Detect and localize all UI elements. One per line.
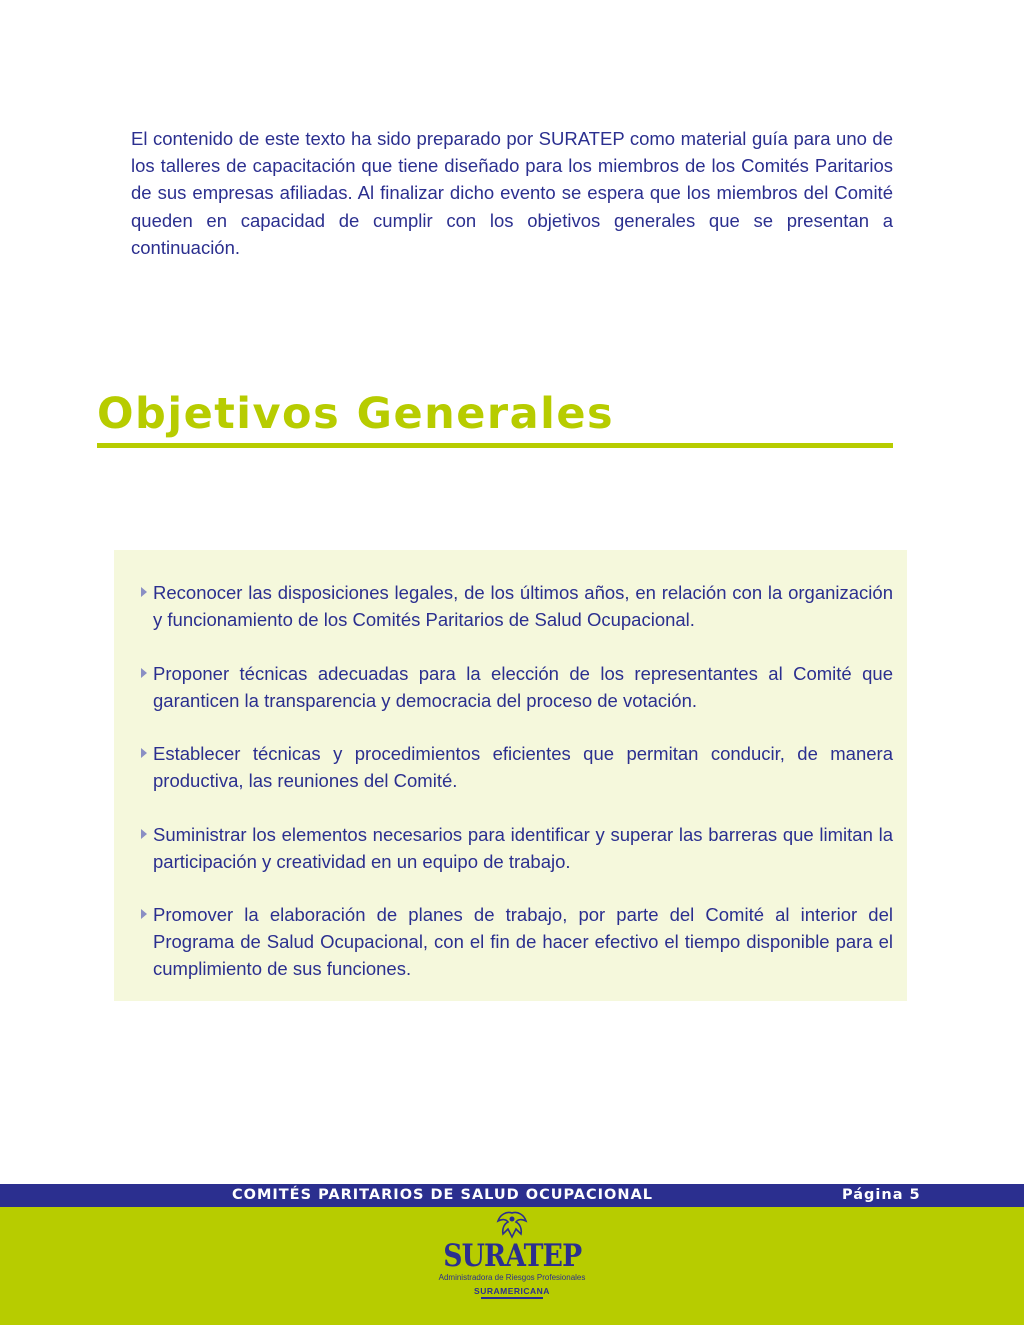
objective-text: Establecer técnicas y procedimientos eficientes que permitan conducir, de manera productiva, las reuniones del Comité. xyxy=(153,743,893,791)
page-number: Página 5 xyxy=(842,1187,921,1203)
section-title: Objetivos Generales xyxy=(97,389,615,439)
bullet-triangle-icon xyxy=(141,829,147,839)
logo-subtitle: Administradora de Riesgos Profesionales xyxy=(438,1273,586,1282)
objective-item xyxy=(137,821,893,875)
logo-parent-name: SURAMERICANA xyxy=(474,1286,550,1296)
bullet-triangle-icon xyxy=(141,909,147,919)
objective-text: Proponer técnicas adecuadas para la elección de los representantes al Comité que garanticen la transparencia y democracia del proceso de votación. xyxy=(153,662,893,711)
objective-item xyxy=(137,660,893,714)
objective-text: Reconocer las disposiciones legales, de los últimos años, en relación con la organización y funcionamiento de los Comités Paritarios de Salud Ocupacional. xyxy=(153,582,893,630)
intro-paragraph: El contenido de este texto ha sido preparado por SURATEP como material guía para uno de los talleres de capacitación que tiene diseñado para los miembros de los Comités Paritarios de sus empresas afiliadas. Al finalizar dicho evento se espera que los miembros del Comité queden en capacidad de cumplir con los objetivos generales que se presentan a continuación. xyxy=(131,128,893,258)
objectives-box xyxy=(114,550,907,1001)
objective-text: Promover la elaboración de planes de trabajo, por parte del Comité al interior del Programa de Salud Ocupacional, con el fin de hacer efectivo el tiempo disponible para el cumplimiento de sus funciones. xyxy=(153,904,893,979)
objectives-list xyxy=(137,579,893,1009)
objective-item xyxy=(137,579,893,633)
bullet-triangle-icon xyxy=(141,668,147,678)
logo-wordmark: SURATEP xyxy=(443,1238,582,1274)
suratep-logo xyxy=(432,1207,592,1325)
logo-underline xyxy=(481,1297,543,1299)
footer-title: COMITÉS PARITARIOS DE SALUD OCUPACIONAL xyxy=(232,1187,653,1203)
objective-text: Suministrar los elementos necesarios para identificar y superar las barreras que limitan la participación y creatividad en un equipo de trabajo. xyxy=(153,823,893,872)
bullet-triangle-icon xyxy=(141,587,147,597)
title-underline xyxy=(97,443,893,448)
footer-bar xyxy=(0,1184,1024,1207)
objective-item xyxy=(137,901,893,982)
objective-item xyxy=(137,740,893,794)
bullet-triangle-icon xyxy=(141,748,147,758)
footer-band xyxy=(0,1207,1024,1325)
